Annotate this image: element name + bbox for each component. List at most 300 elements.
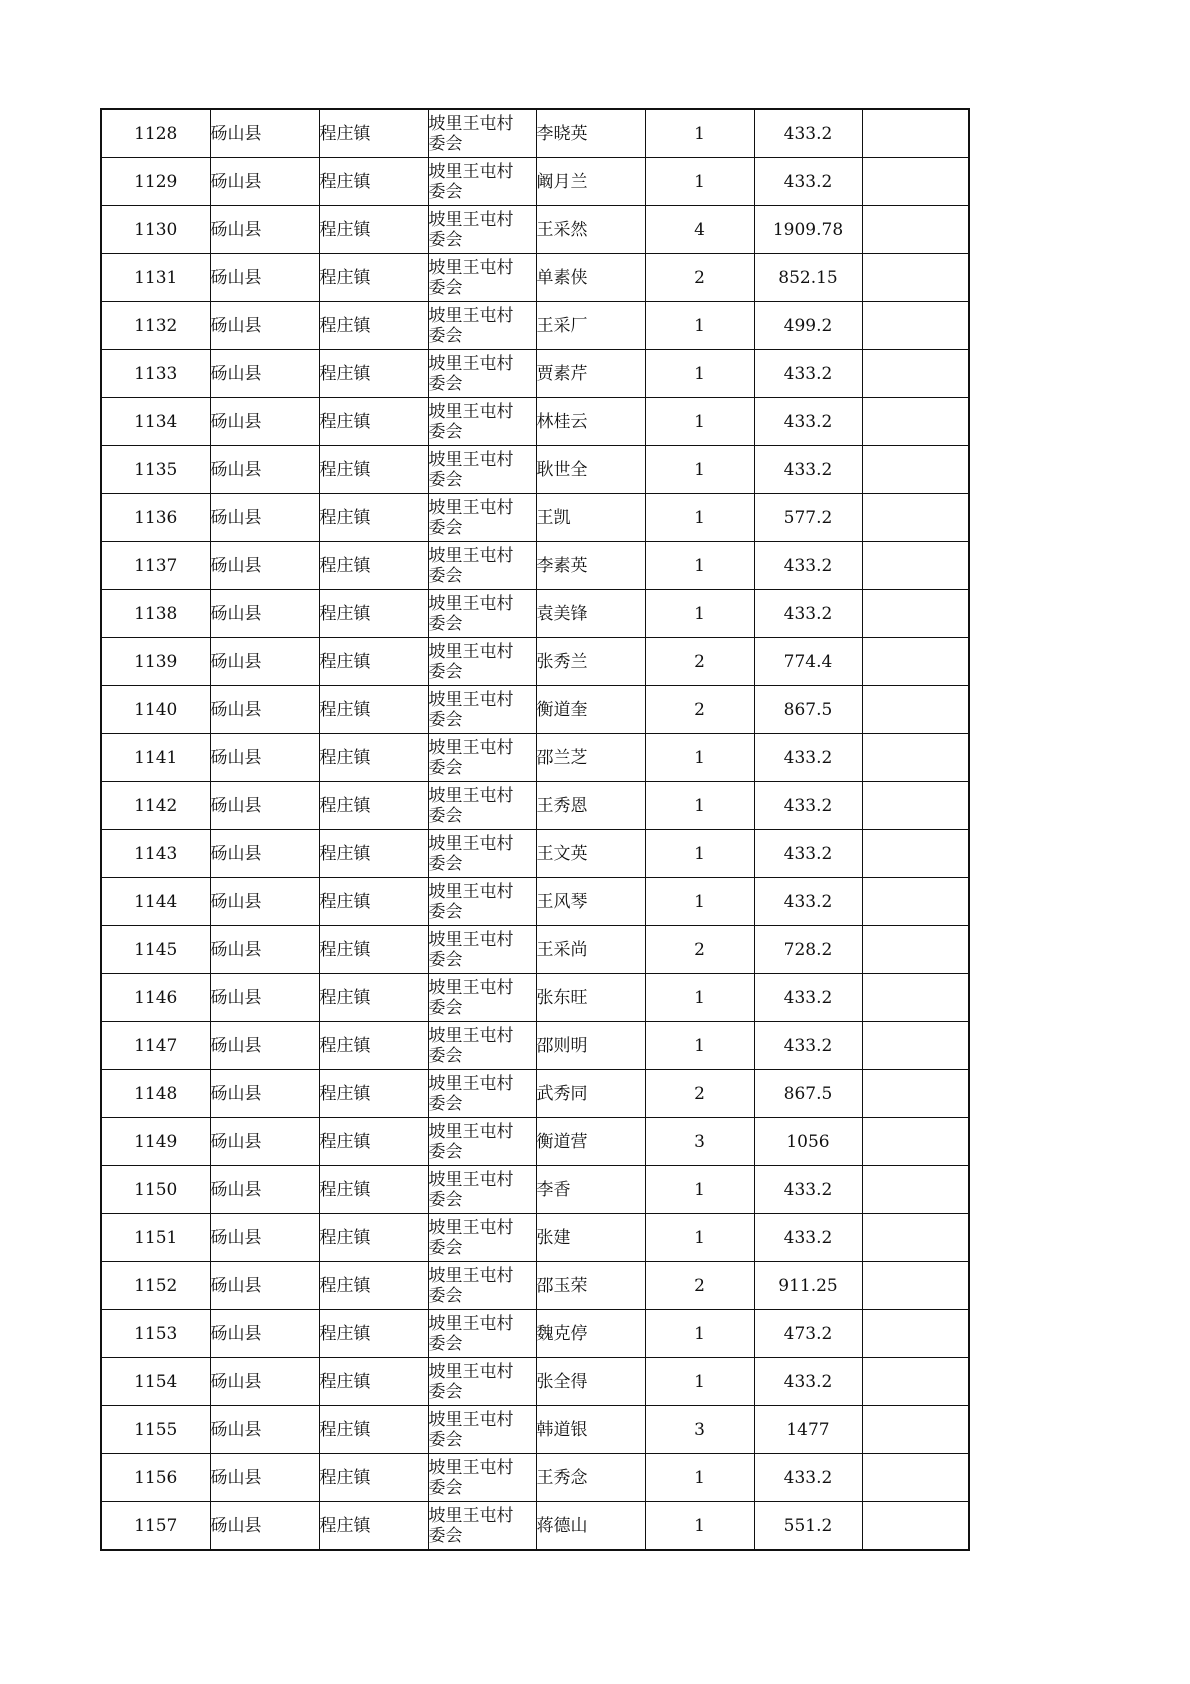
cell-village [428,974,536,1022]
cell-remarks [862,158,969,206]
cell-village [428,302,536,350]
cell-person-name: 贾素芹 [536,350,645,398]
village-name-line-1: 坡里王屯村 [428,545,514,566]
table-row [101,1262,969,1310]
cell-town: 程庄镇 [319,1118,428,1166]
cell-remarks [862,734,969,782]
cell-village [428,782,536,830]
cell-household-size: 1 [645,398,754,446]
cell-county: 砀山县 [210,206,319,254]
cell-person-name: 王采然 [536,206,645,254]
cell-amount: 867.5 [754,1070,862,1118]
village-name-line-2: 委会 [428,853,463,874]
village-name-line-1: 坡里王屯村 [428,449,514,470]
table-row [101,1502,969,1551]
cell-remarks [862,590,969,638]
cell-village [428,446,536,494]
cell-amount: 852.15 [754,254,862,302]
cell-amount: 728.2 [754,926,862,974]
cell-household-size: 1 [645,1358,754,1406]
cell-remarks [862,1262,969,1310]
cell-county: 砀山县 [210,350,319,398]
cell-county: 砀山县 [210,1358,319,1406]
cell-village [428,1118,536,1166]
cell-serial-number: 1142 [101,782,210,830]
village-name-line-1: 坡里王屯村 [428,1025,514,1046]
village-name-line-1: 坡里王屯村 [428,209,514,230]
village-name-line-2: 委会 [428,709,463,730]
cell-household-size: 1 [645,446,754,494]
table-row [101,206,969,254]
village-name-line-1: 坡里王屯村 [428,1217,514,1238]
cell-town: 程庄镇 [319,782,428,830]
cell-county: 砀山县 [210,302,319,350]
cell-village [428,1454,536,1502]
cell-remarks [862,1454,969,1502]
cell-county: 砀山县 [210,542,319,590]
cell-serial-number: 1144 [101,878,210,926]
village-name-line-1: 坡里王屯村 [428,257,514,278]
village-name-line-2: 委会 [428,565,463,586]
cell-village [428,1022,536,1070]
cell-person-name: 邵玉荣 [536,1262,645,1310]
cell-remarks [862,1406,969,1454]
cell-village [428,158,536,206]
cell-person-name: 衡道奎 [536,686,645,734]
cell-serial-number: 1150 [101,1166,210,1214]
cell-serial-number: 1147 [101,1022,210,1070]
cell-village [428,1502,536,1551]
village-name-line-1: 坡里王屯村 [428,161,514,182]
cell-amount: 433.2 [754,1358,862,1406]
cell-household-size: 2 [645,1262,754,1310]
cell-amount: 433.2 [754,350,862,398]
village-name-line-2: 委会 [428,997,463,1018]
village-name-line-1: 坡里王屯村 [428,593,514,614]
cell-town: 程庄镇 [319,494,428,542]
cell-household-size: 1 [645,1502,754,1551]
cell-village [428,109,536,158]
cell-town: 程庄镇 [319,1070,428,1118]
village-name-line-1: 坡里王屯村 [428,1409,514,1430]
cell-county: 砀山县 [210,254,319,302]
cell-household-size: 1 [645,1454,754,1502]
cell-household-size: 1 [645,350,754,398]
village-name-line-2: 委会 [428,277,463,298]
table-row [101,734,969,782]
cell-remarks [862,1214,969,1262]
cell-person-name: 李香 [536,1166,645,1214]
cell-town: 程庄镇 [319,1166,428,1214]
cell-person-name: 张全得 [536,1358,645,1406]
cell-person-name: 武秀同 [536,1070,645,1118]
cell-remarks [862,1070,969,1118]
cell-town: 程庄镇 [319,254,428,302]
cell-serial-number: 1152 [101,1262,210,1310]
cell-county: 砀山县 [210,446,319,494]
cell-amount: 433.2 [754,1022,862,1070]
cell-serial-number: 1141 [101,734,210,782]
table-row [101,1406,969,1454]
cell-person-name: 王风琴 [536,878,645,926]
cell-village [428,830,536,878]
cell-county: 砀山县 [210,158,319,206]
cell-person-name: 王采厂 [536,302,645,350]
cell-town: 程庄镇 [319,1022,428,1070]
cell-person-name: 王采尚 [536,926,645,974]
village-name-line-2: 委会 [428,1141,463,1162]
cell-serial-number: 1155 [101,1406,210,1454]
table-row [101,1166,969,1214]
cell-household-size: 1 [645,109,754,158]
cell-village [428,1358,536,1406]
cell-serial-number: 1131 [101,254,210,302]
cell-serial-number: 1136 [101,494,210,542]
cell-county: 砀山县 [210,398,319,446]
cell-household-size: 1 [645,158,754,206]
cell-serial-number: 1133 [101,350,210,398]
village-name-line-2: 委会 [428,1429,463,1450]
village-name-line-1: 坡里王屯村 [428,113,514,134]
village-name-line-2: 委会 [428,1093,463,1114]
cell-county: 砀山县 [210,1310,319,1358]
cell-village [428,254,536,302]
cell-town: 程庄镇 [319,542,428,590]
cell-town: 程庄镇 [319,158,428,206]
table-row [101,686,969,734]
village-name-line-2: 委会 [428,325,463,346]
cell-amount: 867.5 [754,686,862,734]
cell-remarks [862,109,969,158]
cell-county: 砀山县 [210,1166,319,1214]
cell-remarks [862,878,969,926]
cell-town: 程庄镇 [319,302,428,350]
cell-county: 砀山县 [210,782,319,830]
cell-household-size: 1 [645,974,754,1022]
cell-household-size: 1 [645,302,754,350]
cell-person-name: 耿世全 [536,446,645,494]
cell-serial-number: 1137 [101,542,210,590]
cell-person-name: 魏克停 [536,1310,645,1358]
table-row [101,109,969,158]
cell-household-size: 2 [645,686,754,734]
cell-person-name: 邵则明 [536,1022,645,1070]
cell-amount: 433.2 [754,782,862,830]
cell-serial-number: 1148 [101,1070,210,1118]
cell-county: 砀山县 [210,590,319,638]
cell-remarks [862,926,969,974]
cell-county: 砀山县 [210,1262,319,1310]
village-name-line-2: 委会 [428,1381,463,1402]
cell-serial-number: 1134 [101,398,210,446]
table-row [101,302,969,350]
village-name-line-1: 坡里王屯村 [428,401,514,422]
village-name-line-1: 坡里王屯村 [428,929,514,950]
cell-village [428,1406,536,1454]
cell-serial-number: 1138 [101,590,210,638]
cell-town: 程庄镇 [319,974,428,1022]
table-row [101,1022,969,1070]
village-name-line-1: 坡里王屯村 [428,1265,514,1286]
table-row [101,542,969,590]
cell-remarks [862,302,969,350]
cell-remarks [862,974,969,1022]
roster-table [100,108,970,1551]
cell-amount: 433.2 [754,878,862,926]
roster-body [101,109,969,1550]
cell-household-size: 1 [645,878,754,926]
cell-serial-number: 1130 [101,206,210,254]
cell-village [428,542,536,590]
cell-serial-number: 1129 [101,158,210,206]
table-row [101,158,969,206]
cell-town: 程庄镇 [319,446,428,494]
cell-household-size: 1 [645,734,754,782]
table-row [101,974,969,1022]
cell-town: 程庄镇 [319,1214,428,1262]
table-row [101,1118,969,1166]
table-row [101,926,969,974]
cell-amount: 433.2 [754,1454,862,1502]
cell-county: 砀山县 [210,878,319,926]
cell-amount: 1477 [754,1406,862,1454]
cell-amount: 911.25 [754,1262,862,1310]
village-name-line-1: 坡里王屯村 [428,737,514,758]
cell-town: 程庄镇 [319,1406,428,1454]
cell-county: 砀山县 [210,830,319,878]
village-name-line-1: 坡里王屯村 [428,641,514,662]
cell-household-size: 2 [645,254,754,302]
cell-amount: 499.2 [754,302,862,350]
cell-amount: 433.2 [754,1214,862,1262]
cell-remarks [862,1310,969,1358]
cell-town: 程庄镇 [319,590,428,638]
cell-amount: 433.2 [754,974,862,1022]
cell-serial-number: 1132 [101,302,210,350]
cell-household-size: 1 [645,1310,754,1358]
cell-amount: 473.2 [754,1310,862,1358]
table-row [101,350,969,398]
cell-remarks [862,254,969,302]
cell-town: 程庄镇 [319,1262,428,1310]
village-name-line-1: 坡里王屯村 [428,833,514,854]
cell-town: 程庄镇 [319,398,428,446]
table-row [101,830,969,878]
cell-household-size: 3 [645,1118,754,1166]
cell-household-size: 1 [645,1166,754,1214]
table-row [101,638,969,686]
cell-person-name: 张东旺 [536,974,645,1022]
table-row [101,590,969,638]
cell-town: 程庄镇 [319,638,428,686]
cell-county: 砀山县 [210,974,319,1022]
cell-village [428,878,536,926]
cell-remarks [862,494,969,542]
cell-village [428,494,536,542]
cell-remarks [862,782,969,830]
cell-county: 砀山县 [210,109,319,158]
village-name-line-1: 坡里王屯村 [428,1121,514,1142]
cell-household-size: 1 [645,494,754,542]
village-name-line-2: 委会 [428,1285,463,1306]
cell-serial-number: 1153 [101,1310,210,1358]
cell-county: 砀山县 [210,1118,319,1166]
village-name-line-2: 委会 [428,805,463,826]
cell-amount: 433.2 [754,830,862,878]
cell-town: 程庄镇 [319,350,428,398]
cell-remarks [862,1358,969,1406]
cell-village [428,206,536,254]
cell-amount: 577.2 [754,494,862,542]
table-row [101,1070,969,1118]
cell-county: 砀山县 [210,734,319,782]
cell-household-size: 4 [645,206,754,254]
village-name-line-2: 委会 [428,661,463,682]
cell-remarks [862,830,969,878]
cell-serial-number: 1151 [101,1214,210,1262]
table-row [101,1214,969,1262]
village-name-line-2: 委会 [428,1333,463,1354]
cell-village [428,1070,536,1118]
cell-county: 砀山县 [210,1406,319,1454]
village-name-line-2: 委会 [428,517,463,538]
cell-amount: 433.2 [754,542,862,590]
village-name-line-2: 委会 [428,901,463,922]
cell-person-name: 李素英 [536,542,645,590]
table-row [101,878,969,926]
cell-county: 砀山县 [210,926,319,974]
cell-person-name: 王凯 [536,494,645,542]
cell-amount: 433.2 [754,1166,862,1214]
village-name-line-2: 委会 [428,181,463,202]
village-name-line-2: 委会 [428,1189,463,1210]
cell-county: 砀山县 [210,1070,319,1118]
cell-serial-number: 1157 [101,1502,210,1551]
village-name-line-2: 委会 [428,229,463,250]
table-row [101,254,969,302]
cell-person-name: 张建 [536,1214,645,1262]
cell-village [428,1310,536,1358]
cell-county: 砀山县 [210,494,319,542]
cell-remarks [862,1118,969,1166]
cell-household-size: 1 [645,1022,754,1070]
table-row [101,446,969,494]
cell-person-name: 王秀恩 [536,782,645,830]
table-row [101,1358,969,1406]
cell-remarks [862,1502,969,1551]
cell-person-name: 单素侠 [536,254,645,302]
village-name-line-2: 委会 [428,1045,463,1066]
cell-amount: 1909.78 [754,206,862,254]
cell-household-size: 1 [645,782,754,830]
cell-serial-number: 1146 [101,974,210,1022]
cell-person-name: 王文英 [536,830,645,878]
table-row [101,782,969,830]
cell-village [428,638,536,686]
cell-person-name: 蒋德山 [536,1502,645,1551]
cell-village [428,1214,536,1262]
cell-remarks [862,1166,969,1214]
village-name-line-2: 委会 [428,421,463,442]
table-row [101,1310,969,1358]
cell-county: 砀山县 [210,1214,319,1262]
village-name-line-2: 委会 [428,757,463,778]
village-name-line-2: 委会 [428,133,463,154]
village-name-line-2: 委会 [428,469,463,490]
cell-county: 砀山县 [210,1454,319,1502]
village-name-line-1: 坡里王屯村 [428,977,514,998]
cell-town: 程庄镇 [319,926,428,974]
cell-person-name: 林桂云 [536,398,645,446]
village-name-line-1: 坡里王屯村 [428,1169,514,1190]
cell-village [428,590,536,638]
table-row [101,494,969,542]
cell-remarks [862,686,969,734]
cell-remarks [862,206,969,254]
village-name-line-1: 坡里王屯村 [428,1313,514,1334]
cell-household-size: 2 [645,1070,754,1118]
cell-village [428,398,536,446]
cell-town: 程庄镇 [319,1358,428,1406]
village-name-line-1: 坡里王屯村 [428,1505,514,1526]
cell-county: 砀山县 [210,1022,319,1070]
cell-household-size: 1 [645,1214,754,1262]
village-name-line-1: 坡里王屯村 [428,1361,514,1382]
village-name-line-2: 委会 [428,1237,463,1258]
cell-remarks [862,350,969,398]
cell-household-size: 3 [645,1406,754,1454]
cell-serial-number: 1128 [101,109,210,158]
cell-village [428,350,536,398]
cell-amount: 774.4 [754,638,862,686]
cell-serial-number: 1140 [101,686,210,734]
table-row [101,398,969,446]
cell-household-size: 2 [645,926,754,974]
cell-person-name: 张秀兰 [536,638,645,686]
cell-town: 程庄镇 [319,206,428,254]
cell-person-name: 邵兰芝 [536,734,645,782]
cell-county: 砀山县 [210,638,319,686]
cell-person-name: 李晓英 [536,109,645,158]
village-name-line-2: 委会 [428,373,463,394]
cell-serial-number: 1149 [101,1118,210,1166]
cell-amount: 433.2 [754,446,862,494]
cell-amount: 433.2 [754,590,862,638]
cell-remarks [862,1022,969,1070]
cell-town: 程庄镇 [319,109,428,158]
village-name-line-1: 坡里王屯村 [428,353,514,374]
village-name-line-1: 坡里王屯村 [428,305,514,326]
cell-county: 砀山县 [210,686,319,734]
cell-person-name: 阚月兰 [536,158,645,206]
cell-town: 程庄镇 [319,686,428,734]
cell-person-name: 王秀念 [536,1454,645,1502]
cell-person-name: 袁美锋 [536,590,645,638]
village-name-line-1: 坡里王屯村 [428,1073,514,1094]
cell-town: 程庄镇 [319,1310,428,1358]
cell-serial-number: 1154 [101,1358,210,1406]
cell-person-name: 韩道银 [536,1406,645,1454]
cell-town: 程庄镇 [319,830,428,878]
cell-amount: 433.2 [754,398,862,446]
cell-serial-number: 1156 [101,1454,210,1502]
village-name-line-2: 委会 [428,1477,463,1498]
village-name-line-1: 坡里王屯村 [428,497,514,518]
village-name-line-2: 委会 [428,613,463,634]
cell-village [428,1166,536,1214]
cell-village [428,926,536,974]
cell-remarks [862,398,969,446]
